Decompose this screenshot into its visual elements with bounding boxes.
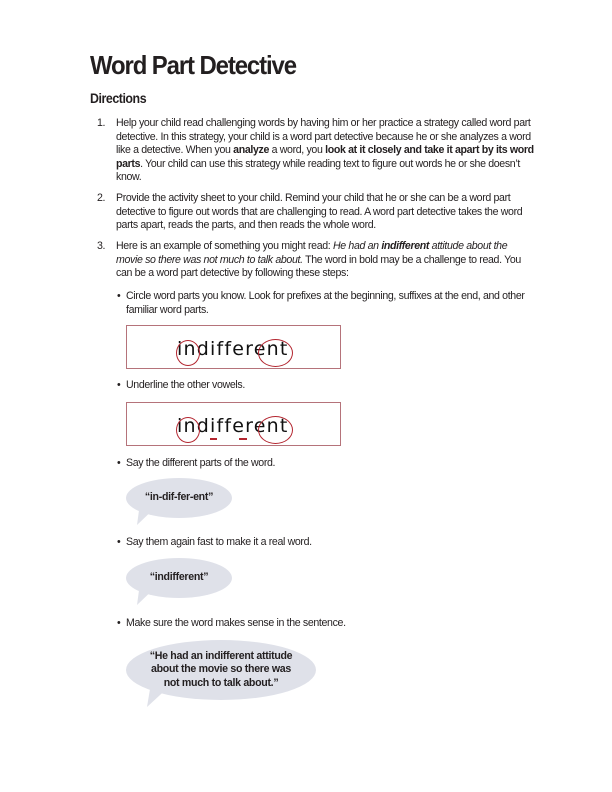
circle-mark-prefix [176,340,200,366]
page-title: Word Part Detective [90,50,296,80]
circle-mark-suffix [258,416,293,444]
underline-vowel-i [210,438,217,440]
bullet-say-parts [116,457,536,471]
bullet-text: Underline the other vowels. [126,379,245,391]
section-heading: Directions [90,91,147,106]
bullet-marker: • [117,379,121,391]
underline-vowel-e [239,438,247,440]
example-sentence: attitude about the movie so there was not much to talk about. [116,240,508,266]
circle-mark-prefix [176,417,200,443]
bullet-marker: • [117,617,121,629]
bullet-text: Say them again fast to make it a real word. [126,536,312,548]
bullet-text: Say the different parts of the word. [126,457,276,469]
bullet-text: Make sure the word makes sense in the sentence. [126,617,346,629]
step-text: Here is an example of something you might read: [116,240,333,252]
step-number: 2. [97,192,106,204]
bold-term: analyze [233,144,269,156]
bullet-text: Circle word parts you know. Look for prefixes at the beginning, suffixes at the end, and other familiar word parts. [126,290,525,316]
example-sentence: He had an [332,240,382,252]
step-text: . Your child can use this strategy while reading text to figure out words he or she doesn’t know. [116,157,520,183]
example-bold-word: indifferent [381,240,430,252]
speech-bubble-sentence [126,640,316,700]
step-text: The word in bold may be a challenge to read. You can be a word part detective by following these steps: [116,253,521,279]
handwritten-word: indifferent [177,338,289,360]
step-text: a word, you [269,144,326,156]
step-1 [97,117,536,185]
step-text: Provide the activity sheet to your child. Remind your child that he or she can be a word part detective to figure out words that are challenging to read. A word part detective takes the word parts apart, reads the parts, and then reads the whole word. [116,192,523,231]
bubble-text: “in-dif-fer-ent” [144,491,214,504]
step-number: 1. [97,117,106,129]
bullet-makes-sense [116,617,536,631]
bold-phrase: look at it closely and take it apart by its word parts [116,144,534,170]
handwritten-word: indifferent [177,415,289,437]
bullet-marker: • [117,536,121,548]
example-box-underlined [126,402,341,446]
example-box-circled [126,325,341,369]
speech-bubble-word [126,558,232,598]
circle-mark-suffix [258,339,293,367]
step-3 [97,240,536,281]
bullet-marker: • [117,457,121,469]
bubble-text: “He had an indifferent attitude about the movie so there was not much to talk about.” [149,649,293,689]
speech-bubble-syllables [126,478,232,518]
step-number: 3. [97,240,106,252]
step-text: Help your child read challenging words by having him or her practice a strategy called word part detective. In this strategy, your child is a word part detective because he or she analyzes a word like a detective. When you [116,117,531,156]
bubble-text: “indifferent” [149,571,209,584]
step-2 [97,192,536,233]
bullet-circle-parts [116,290,536,317]
bullet-say-fast [116,536,536,550]
bullet-underline-vowels [116,379,536,393]
bullet-marker: • [117,290,121,302]
